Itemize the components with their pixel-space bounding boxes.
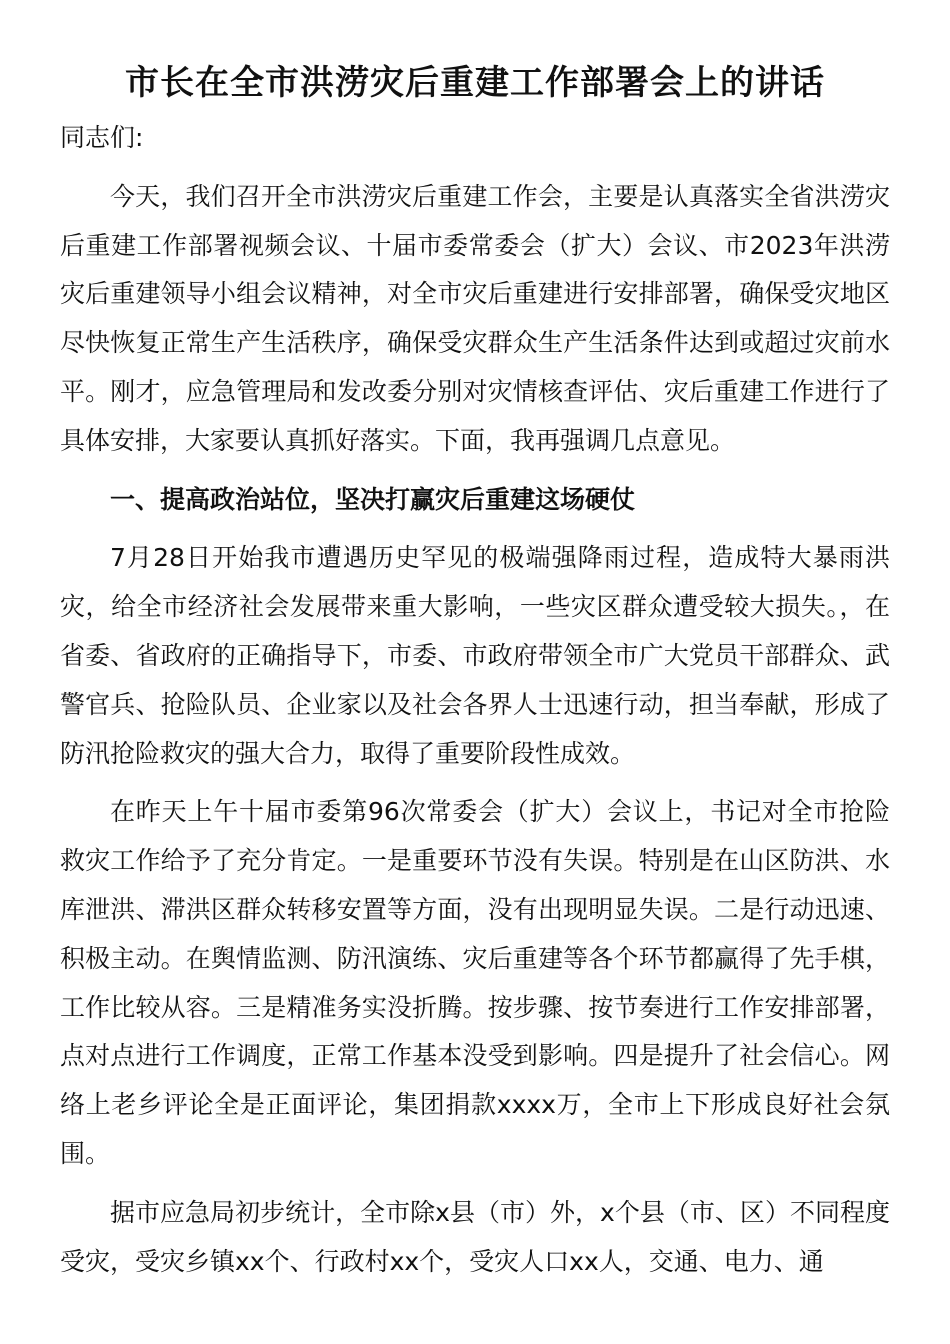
salutation: 同志们: (60, 123, 144, 152)
document-body (60, 114, 890, 1286)
paragraph-committee-review: 在昨天上午十届市委第96次常委会（扩大）会议上，书记对全市抢险救灾工作给予了充分肯定。一是重要环节没有失误。特别是在山区防洪、水库泄洪、滞洪区群众转移安置等方面，没有出现明显失误。二是行动迅速、积极主动。在舆情监测、防汛演练、灾后重建等各个环节都赢得了先手棋，工作比较从容。三是精准务实没折腾。按步骤、按节奏进行工作安排部署，点对点进行工作调度，正常工作基本没受到影响。四是提升了社会信心。网络上老乡评论全是正面评论，集团捐款xxxx万，全市上下形成良好社会氛围。 (60, 797, 890, 1168)
paragraph-intro: 今天，我们召开全市洪涝灾后重建工作会，主要是认真落实全省洪涝灾后重建工作部署视频会议、十届市委常委会（扩大）会议、市2023年洪涝灾后重建领导小组会议精神，对全市灾后重建进行安排部署，确保受灾地区尽快恢复正常生产生活秩序，确保受灾群众生产生活条件达到或超过灾前水平。刚才，应急管理局和发改委分别对灾情核查评估、灾后重建工作进行了具体安排，大家要认真抓好落实。下面，我再强调几点意见。 (60, 181, 890, 455)
paragraph-disaster-overview: 7月28日开始我市遭遇历史罕见的极端强降雨过程，造成特大暴雨洪灾，给全市经济社会发展带来重大影响，一些灾区群众遭受较大损失。，在省委、省政府的正确指导下，市委、市政府带领全市广大党员干部群众、武警官兵、抢险队员、企业家以及社会各界人士迅速行动，担当奉献，形成了防汛抢险救灾的强大合力，取得了重要阶段性成效。 (60, 543, 890, 768)
section-heading-1: 一、提高政治站位，坚决打赢灾后重建这场硬仗 (110, 484, 636, 514)
paragraph-statistics: 据市应急局初步统计，全市除x县（市）外，x个县（市、区）不同程度受灾，受灾乡镇xx个、行政村xx个，受灾人口xx人，交通、电力、通 (60, 1197, 890, 1276)
document-title: 市长在全市洪涝灾后重建工作部署会上的讲话 (125, 63, 825, 103)
